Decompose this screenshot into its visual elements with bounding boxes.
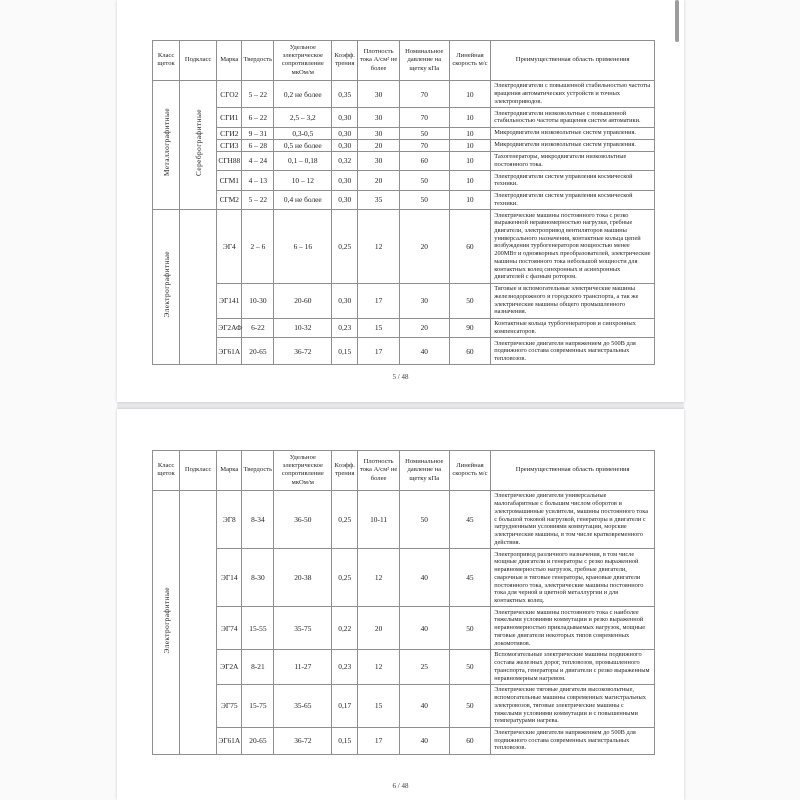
cell-brush-class xyxy=(153,490,180,754)
cell-resistivity: 0,3-0,5 xyxy=(274,127,332,139)
cell-friction: 0,30 xyxy=(332,190,358,209)
column-header-8: Линейная скорость м/с xyxy=(449,451,491,491)
cell-speed: 60 xyxy=(449,338,491,365)
cell-current-density: 30 xyxy=(358,108,400,127)
cell-current-density: 12 xyxy=(358,210,400,284)
table-row xyxy=(153,283,655,318)
cell-mark: ЭГ74 xyxy=(217,607,242,650)
table-row xyxy=(153,127,655,139)
cell-friction: 0,17 xyxy=(332,684,358,727)
cell-pressure: 70 xyxy=(399,108,449,127)
cell-friction: 0,15 xyxy=(332,338,358,365)
cell-speed: 60 xyxy=(449,727,491,754)
cell-resistivity: 0,4 не более xyxy=(274,190,332,209)
cell-current-density: 20 xyxy=(358,607,400,650)
cell-resistivity: 0,5 не более xyxy=(274,139,332,151)
cell-mark: ЭГ4 xyxy=(217,210,242,284)
cell-resistivity: 10 – 12 xyxy=(274,171,332,190)
table-row xyxy=(153,151,655,170)
cell-pressure: 50 xyxy=(399,171,449,190)
column-header-4: Удельное электрическое сопротивление мкОм/м xyxy=(274,451,332,491)
cell-current-density: 12 xyxy=(358,649,400,684)
column-header-4: Удельное электрическое сопротивление мкОм/м xyxy=(274,41,332,81)
cell-speed: 50 xyxy=(449,649,491,684)
cell-friction: 0,22 xyxy=(332,607,358,650)
document-page-5 xyxy=(117,0,684,402)
cell-brush-subclass xyxy=(180,80,217,209)
cell-pressure: 70 xyxy=(399,139,449,151)
cell-pressure: 40 xyxy=(399,607,449,650)
cell-current-density: 15 xyxy=(358,318,400,337)
cell-pressure: 70 xyxy=(399,80,449,107)
column-header-1: Подкласс xyxy=(180,41,217,81)
table-row xyxy=(153,171,655,190)
cell-mark: ЭГ61А xyxy=(217,338,242,365)
cell-application-area: Тяговые и вспомогательные электрические машины железнодорожного и городского транспорта, а так же электрические машины общего промышленного назначения. xyxy=(491,283,655,318)
cell-mark: СГИ2 xyxy=(217,127,242,139)
cell-application-area: Электрические двигатели универсальные малогабаритные с большим числом оборотов и электромашинные усилители, машины постоянного тока с большой токовой нагрузкой, генераторы и двигатели с затрудненными условиями коммутации, морские электрические машины, в том числе кратковременного действия. xyxy=(491,490,655,548)
cell-current-density: 30 xyxy=(358,151,400,170)
cell-friction: 0,30 xyxy=(332,139,358,151)
cell-brush-class xyxy=(153,80,180,209)
column-header-1: Подкласс xyxy=(180,451,217,491)
cell-application-area: Электрические двигатели напряжением до 500В для подвижного состава современных магистральных тепловозов. xyxy=(491,727,655,754)
cell-friction: 0,25 xyxy=(332,490,358,548)
cell-mark: СГИ3 xyxy=(217,139,242,151)
column-header-7: Номинальное давление на щетку кПа xyxy=(399,451,449,491)
cell-pressure: 20 xyxy=(399,210,449,284)
cell-hardness: 20-65 xyxy=(242,338,274,365)
cell-resistivity: 0,1 – 0,18 xyxy=(274,151,332,170)
cell-current-density: 17 xyxy=(358,338,400,365)
brush-class-label: Электрографитные xyxy=(161,586,171,654)
column-header-0: Класс щеток xyxy=(153,41,180,81)
cell-application-area: Электрические тяговые двигатели высоковольтные, вспомогательные машины современных магистральных электровозов, тяговые электрические машины с тяжелыми условиями коммутации и с повышенными температурами нагрева. xyxy=(491,684,655,727)
cell-pressure: 60 xyxy=(399,151,449,170)
cell-resistivity: 36-72 xyxy=(274,727,332,754)
cell-speed: 10 xyxy=(449,151,491,170)
cell-speed: 50 xyxy=(449,283,491,318)
table-row xyxy=(153,108,655,127)
cell-mark: ЭГ2А xyxy=(217,649,242,684)
cell-pressure: 40 xyxy=(399,727,449,754)
cell-hardness: 5 – 22 xyxy=(242,190,274,209)
cell-mark: СГИ1 xyxy=(217,108,242,127)
cell-resistivity: 0,2 не более xyxy=(274,80,332,107)
column-header-5: Коэфф. трения xyxy=(332,41,358,81)
table-row xyxy=(153,549,655,607)
cell-resistivity: 35-65 xyxy=(274,684,332,727)
cell-mark: СГН88 xyxy=(217,151,242,170)
cell-pressure: 25 xyxy=(399,649,449,684)
cell-application-area: Электродвигатели низковольтные с повышенной стабильностью частоты вращения систем автоматики. xyxy=(491,108,655,127)
cell-hardness: 5 – 22 xyxy=(242,80,274,107)
column-header-9: Преимущественная область применения xyxy=(491,41,655,81)
cell-hardness: 8-30 xyxy=(242,549,274,607)
cell-application-area: Электрические двигатели напряжением до 500В для подвижного состава современных магистральных тепловозов. xyxy=(491,338,655,365)
page-number-footer: 5 / 48 xyxy=(392,373,409,381)
cell-brush-subclass xyxy=(180,490,217,754)
table-row xyxy=(153,139,655,151)
cell-speed: 10 xyxy=(449,139,491,151)
cell-application-area: Электродвигатели систем управления космической техники. xyxy=(491,171,655,190)
cell-speed: 10 xyxy=(449,80,491,107)
column-header-5: Коэфф. трения xyxy=(332,451,358,491)
cell-friction: 0,32 xyxy=(332,151,358,170)
cell-friction: 0,30 xyxy=(332,171,358,190)
column-header-6: Плотность тока А/см² не более xyxy=(358,41,400,81)
column-header-9: Преимущественная область применения xyxy=(491,451,655,491)
cell-current-density: 30 xyxy=(358,127,400,139)
cell-speed: 10 xyxy=(449,108,491,127)
cell-resistivity: 10-32 xyxy=(274,318,332,337)
page-separator xyxy=(117,402,684,409)
cell-speed: 10 xyxy=(449,190,491,209)
column-header-6: Плотность тока А/см² не более xyxy=(358,451,400,491)
column-header-8: Линейная скорость м/с xyxy=(449,41,491,81)
cell-application-area: Электродвигатели систем управления космической техники. xyxy=(491,190,655,209)
column-header-3: Твердость xyxy=(242,41,274,81)
cell-application-area: Контактные кольца турбогенераторов и синхронных компенсаторов. xyxy=(491,318,655,337)
cell-brush-subclass xyxy=(180,210,217,365)
cell-speed: 45 xyxy=(449,490,491,548)
cell-resistivity: 2,5 – 3,2 xyxy=(274,108,332,127)
table-row xyxy=(153,684,655,727)
cell-resistivity: 36-50 xyxy=(274,490,332,548)
cell-speed: 50 xyxy=(449,607,491,650)
cell-pressure: 40 xyxy=(399,338,449,365)
table-container-page-6 xyxy=(152,450,655,755)
table-row xyxy=(153,318,655,337)
table-row xyxy=(153,727,655,754)
cell-pressure: 50 xyxy=(399,127,449,139)
cell-hardness: 15-75 xyxy=(242,684,274,727)
cell-current-density: 10-11 xyxy=(358,490,400,548)
cell-current-density: 17 xyxy=(358,283,400,318)
brush-grades-table-page-6 xyxy=(152,450,655,755)
cell-resistivity: 36-72 xyxy=(274,338,332,365)
brush-grades-table-page-5 xyxy=(152,40,655,365)
cell-mark: ЭГ141 xyxy=(217,283,242,318)
cell-application-area: Микродвигатели низковольтные систем управления. xyxy=(491,139,655,151)
table-row xyxy=(153,490,655,548)
cell-pressure: 50 xyxy=(399,490,449,548)
cell-hardness: 6 – 28 xyxy=(242,139,274,151)
cell-pressure: 50 xyxy=(399,190,449,209)
column-header-0: Класс щеток xyxy=(153,451,180,491)
cell-pressure: 40 xyxy=(399,684,449,727)
cell-application-area: Электрические машины постоянного тока с резко выраженной неравномерностью нагрузки, гребные двигатели, электропривод вентиляторов машины универсального назначения, контактные кольца цепей возбуждения турбогенераторов мощностью менее 200МВт и одноякорных преобразователей, электрические машины постоянного тока небольшой мощности для контактных колец синхронных и асинхронных двигателей с фазным ротором. xyxy=(491,210,655,284)
cell-hardness: 20-65 xyxy=(242,727,274,754)
cell-mark: ЭГ75 xyxy=(217,684,242,727)
table-row xyxy=(153,80,655,107)
cell-hardness: 4 – 24 xyxy=(242,151,274,170)
cell-mark: ЭГ2АФ xyxy=(217,318,242,337)
cell-resistivity: 20-60 xyxy=(274,283,332,318)
table-container-page-5 xyxy=(152,40,655,365)
cell-pressure: 40 xyxy=(399,549,449,607)
brush-class-label: Металлографитные xyxy=(161,108,171,177)
scrollbar-thumb[interactable] xyxy=(675,0,679,42)
cell-hardness: 9 – 31 xyxy=(242,127,274,139)
column-header-7: Номинальное давление на щетку кПа xyxy=(399,41,449,81)
cell-pressure: 20 xyxy=(399,318,449,337)
cell-speed: 90 xyxy=(449,318,491,337)
cell-mark: СГМ2 xyxy=(217,190,242,209)
cell-current-density: 15 xyxy=(358,684,400,727)
cell-friction: 0,30 xyxy=(332,283,358,318)
cell-hardness: 10-30 xyxy=(242,283,274,318)
cell-hardness: 6-22 xyxy=(242,318,274,337)
cell-application-area: Электродвигатели с повышенной стабильностью частоты вращения автоматических устройств и точных электроприводов. xyxy=(491,80,655,107)
cell-current-density: 20 xyxy=(358,171,400,190)
table-row xyxy=(153,210,655,284)
table-row xyxy=(153,607,655,650)
brush-subclass-label: Серебрографитные xyxy=(193,108,203,176)
cell-application-area: Электрические машины постоянного тока с наиболее тяжелыми условиями коммутации и резко выраженной неравномерностью прикладываемых нагрузок, мощные тяговые двигатели некоторых типов современных локомотивов. xyxy=(491,607,655,650)
column-header-3: Твердость xyxy=(242,451,274,491)
cell-friction: 0,23 xyxy=(332,318,358,337)
cell-application-area: Вспомогательные электрические машины подвижного состава железных дорог, тепловозов, промышленного транспорта, генераторы и двигатели с резко выраженным неравномерным нагревом. xyxy=(491,649,655,684)
cell-resistivity: 20-38 xyxy=(274,549,332,607)
column-header-2: Марка xyxy=(217,41,242,81)
page-number-footer: 6 / 48 xyxy=(392,782,409,790)
cell-application-area: Микродвигатели низковольтные систем управления. xyxy=(491,127,655,139)
cell-mark: ЭГ8 xyxy=(217,490,242,548)
cell-current-density: 12 xyxy=(358,549,400,607)
header-row xyxy=(153,41,655,81)
cell-speed: 60 xyxy=(449,210,491,284)
cell-hardness: 6 – 22 xyxy=(242,108,274,127)
cell-speed: 10 xyxy=(449,127,491,139)
cell-current-density: 35 xyxy=(358,190,400,209)
cell-friction: 0,30 xyxy=(332,127,358,139)
cell-friction: 0,15 xyxy=(332,727,358,754)
cell-brush-class xyxy=(153,210,180,365)
cell-resistivity: 11-27 xyxy=(274,649,332,684)
cell-friction: 0,30 xyxy=(332,108,358,127)
table-row xyxy=(153,338,655,365)
document-page-6 xyxy=(117,409,684,800)
cell-current-density: 20 xyxy=(358,139,400,151)
cell-mark: ЭГ14 xyxy=(217,549,242,607)
cell-friction: 0,23 xyxy=(332,649,358,684)
cell-current-density: 30 xyxy=(358,80,400,107)
header-row xyxy=(153,451,655,491)
cell-hardness: 2 – 6 xyxy=(242,210,274,284)
cell-mark: ЭГ61А xyxy=(217,727,242,754)
cell-pressure: 30 xyxy=(399,283,449,318)
cell-resistivity: 35-75 xyxy=(274,607,332,650)
pdf-viewer xyxy=(117,0,684,800)
cell-hardness: 4 – 13 xyxy=(242,171,274,190)
cell-current-density: 17 xyxy=(358,727,400,754)
cell-mark: СГМ1 xyxy=(217,171,242,190)
cell-friction: 0,35 xyxy=(332,80,358,107)
brush-class-label: Электрографитные xyxy=(161,251,171,318)
cell-hardness: 8-21 xyxy=(242,649,274,684)
cell-hardness: 8-34 xyxy=(242,490,274,548)
cell-speed: 50 xyxy=(449,684,491,727)
cell-application-area: Электропривод различного назначения, в том числе мощные двигатели и генераторы с резко выраженной неравномерностью нагрузок, гребные двигатели, сварочные и тяговые генераторы, крановые двигатели постоянного тока, электрические машины постоянного тока для черной и цветной металлургии и для контактных колец. xyxy=(491,549,655,607)
cell-friction: 0,25 xyxy=(332,549,358,607)
cell-resistivity: 6 – 16 xyxy=(274,210,332,284)
cell-friction: 0,25 xyxy=(332,210,358,284)
cell-application-area: Тахогенераторы, микродвигатели низковольтные постоянного тока. xyxy=(491,151,655,170)
cell-speed: 10 xyxy=(449,171,491,190)
cell-speed: 45 xyxy=(449,549,491,607)
cell-mark: СГО2 xyxy=(217,80,242,107)
table-row xyxy=(153,649,655,684)
column-header-2: Марка xyxy=(217,451,242,491)
cell-hardness: 15-55 xyxy=(242,607,274,650)
table-row xyxy=(153,190,655,209)
